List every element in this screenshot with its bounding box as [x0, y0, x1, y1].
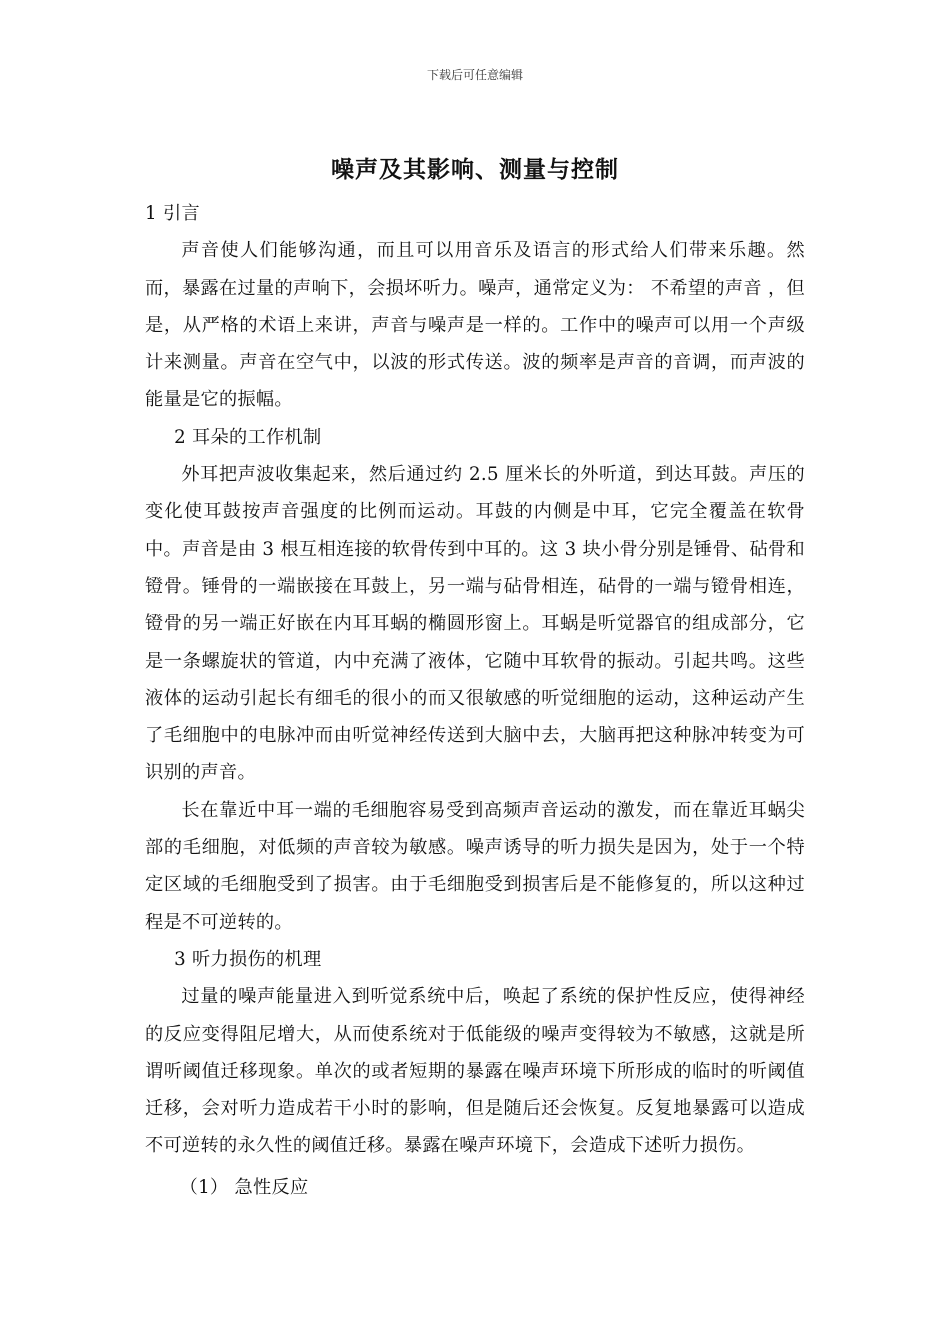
- section-3-subheading-1: （1） 急性反应: [179, 1176, 309, 1198]
- section-2-heading: 2 耳朵的工作机制: [174, 426, 322, 448]
- section-2-paragraph-1: 外耳把声波收集起来，然后通过约 2.5 厘米长的外听道，到达耳鼓。声压的变化使耳鼓按声音强度的比例而运动。耳鼓的内侧是中耳，它完全覆盖在软骨中。声音是由 3 根互相连接的软骨传到中耳的。这 3 块小骨分别是锤骨、砧骨和镫骨。锤骨的一端嵌接在耳鼓上，另一端与砧骨相连，砧骨的一端与镫骨相连，镫骨的另一端正好嵌在内耳耳蜗的椭圆形窗上。耳蜗是听觉器官的组成部分，它是一条螺旋状的管道，内中充满了液体，它随中耳软骨的振动。引起共鸣。这些液体的运动引起长有细毛的很小的而又很敏感的听觉细胞的运动，这种运动产生了毛细胞中的电脉冲而由听觉神经传送到大脑中去，大脑再把这种脉冲转变为可识别的声音。: [145, 464, 805, 784]
- section-1-heading: 1 引言: [145, 203, 200, 224]
- section-2-paragraph-2: 长在靠近中耳一端的毛细胞容易受到高频声音运动的激发，而在靠近耳蜗尖部的毛细胞，对低频的声音较为敏感。噪声诱导的听力损失是因为，处于一个特定区域的毛细胞受到了损害。由于毛细胞受到损害后是不能修复的，所以这种过程是不可逆转的。: [145, 799, 805, 933]
- section-3-paragraph-1: 过量的噪声能量进入到听觉系统中后，唤起了系统的保护性反应，使得神经的反应变得阻尼增大，从而使系统对于低能级的噪声变得较为不敏感，这就是所谓听阈值迁移现象。单次的或者短期的暴露在噪声环境下所形成的临时的听阈值迁移，会对听力造成若干小时的影响，但是随后还会恢复。反复地暴露可以造成不可逆转的永久性的阈值迁移。暴露在噪声环境下，会造成下述听力损伤。: [145, 986, 805, 1157]
- section-3-heading: 3 听力损伤的机理: [174, 948, 322, 970]
- document-body: [145, 195, 805, 1206]
- document-title: 噪声及其影响、测量与控制: [331, 157, 619, 183]
- section-1-paragraph-1: 声音使人们能够沟通，而且可以用音乐及语言的形式给人们带来乐趣。然而，暴露在过量的声响下，会损坏听力。噪声，通常定义为： 不希望的声音 ，但是，从严格的术语上来讲，声音与噪声是一样的。工作中的噪声可以用一个声级计来测量。声音在空气中，以波的形式传送。波的频率是声音的音调，而声波的能量是它的振幅。: [145, 240, 805, 411]
- header-note: 下载后可任意编辑: [426, 68, 523, 82]
